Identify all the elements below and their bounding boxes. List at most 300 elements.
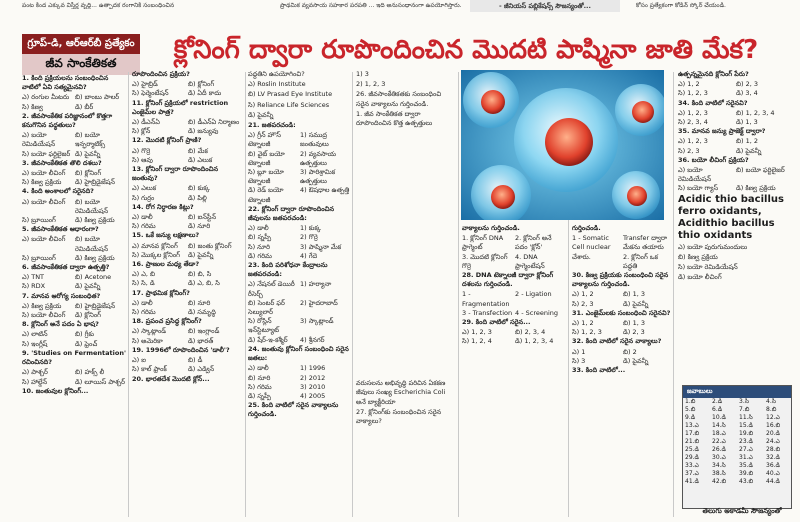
answer-option: ఎ) నేషనల్ డెయిరీ రీసెర్చ్ [248, 280, 295, 298]
question-text: 32. కింది వాటిలో సరైన వాక్యాలు? [572, 337, 662, 346]
answer-option: సి) 1, 2, 3 [678, 89, 708, 98]
answer-option: బి) నూరి [248, 373, 271, 382]
answer-option: బి) హైబ్రిడైజేషన్ [75, 301, 116, 310]
answer-option: బి) నూరి [188, 298, 211, 307]
answer-option: ఎ) డాలీ [248, 364, 269, 373]
answer-option: బి) మేక [188, 146, 208, 155]
question-text: 17. ప్రాథమిక క్లోనింగ్? [132, 288, 190, 297]
answer-option: డి) పైవన్నీ [75, 282, 101, 291]
answer-option: డి) ఎ, బి, సి [188, 279, 220, 288]
answer-cell: 33.ఎ [685, 462, 699, 469]
answer-option: ఎ) మానవ క్లోనింగ్ [132, 241, 178, 250]
answer-cell: 38.సి [712, 470, 726, 477]
answer-cell: 11.సి [739, 414, 753, 421]
answer-option: సి) బయో గ్యాస్ [678, 184, 719, 193]
answer-option: ఎ) పాశ్చర్ [22, 368, 48, 377]
answer-option: డి) జన్యువు [188, 127, 219, 136]
answer-cell: 23.డి [739, 438, 753, 445]
answer-option: బి) 2, 3, 4 [515, 328, 546, 337]
answer-option: 1 - Somatic Cell nuclear [572, 234, 611, 252]
answer-option: బి) 1, 2 [736, 137, 759, 146]
answer-option: డి) సమృద్ధి [188, 308, 216, 317]
answer-option: ఎ) డాలీ [132, 298, 153, 307]
answer-option: డి) నూరి [188, 222, 211, 231]
answer-options [572, 290, 672, 308]
answer-option: ఎ) కిణ్వ ప్రక్రియ [22, 301, 62, 310]
answer-option: ఎ) గ్రీన్ హౌస్ టెక్నాలజీ [248, 131, 281, 149]
answer-option: డి) 3, 4 [736, 89, 758, 98]
answer-key-table [683, 398, 791, 486]
column-4 [356, 70, 456, 514]
answer-option: సి) ఫెర్మెంటేషన్ [132, 89, 169, 98]
column-divider [128, 72, 129, 517]
answer-option: డి) బయో లీచింగ్ [678, 273, 722, 282]
answer-options [22, 330, 126, 348]
answer-cell: 3.సి [739, 398, 749, 405]
answer-cell: 20.డి [766, 430, 780, 437]
answer-option: బి) బాంబు పాలర్ [75, 93, 120, 102]
answer-cell: 8.బి [766, 406, 777, 413]
answer-option: సి) గుర్రం [132, 193, 155, 202]
answer-option: 2) 2012 [300, 373, 326, 382]
answer-option: సి) 3 [572, 356, 586, 365]
answer-option: చేశారు. [572, 252, 591, 261]
answer-cell: 19.బి [739, 430, 754, 437]
answer-cell: 21.బి [685, 438, 700, 445]
answer-option: సి) గరిమ [132, 222, 156, 231]
question-text: వాక్యాలను గుర్తించండి. [462, 224, 520, 232]
answer-options [132, 327, 242, 345]
answer-option: డి) 1, 3 [736, 118, 758, 127]
section-tag-line2: జీవ సాంకేతికత [22, 54, 140, 75]
answer-option: బి) సెంటర్ ఫర్ సెల్యులార్ [248, 298, 285, 317]
bacteria-question: Acidic thio bacillus ferro oxidants, Acidithio bacillus thio oxidants [678, 193, 784, 241]
answer-option: సి) నూరి [248, 242, 270, 251]
answer-option: డి) లూయిస్ పాశ్చర్ [75, 377, 125, 386]
answer-options [678, 137, 792, 155]
column-2 [132, 70, 242, 514]
answer-option: 4) శ్రీనగర్ [300, 335, 325, 344]
answer-option: డి) హైబ్రిడైజేషన్ [75, 178, 115, 187]
answer-option: సి) కాల్ ఫ్రాంక్ [132, 365, 167, 374]
question-text: 5. జీవసాంకేతికత ఆధారంగా? [22, 225, 99, 234]
answer-option: డి) కిణ్వ ప్రక్రియ [75, 253, 115, 262]
answer-options [22, 131, 126, 159]
section-tag [22, 34, 140, 75]
answer-cell: 36.డి [766, 462, 780, 469]
question-text: 36. బయో లీచింగ్ ప్రక్రియ? [678, 155, 749, 164]
answer-options [462, 234, 566, 271]
text-line: 1. జీవ సాంకేతికత ద్వారా రూపొందించిన కొత్త ఉత్పత్తులు [356, 109, 433, 128]
answer-option: 2) హైదరాబాద్ [300, 298, 338, 307]
question-text: 6. జీవసాంకేతికత ద్వారా ఉత్పత్తి? [22, 263, 110, 272]
answer-option: బి) జంతు క్లోనింగ్ [188, 241, 232, 250]
answer-cell: 37.ఎ [685, 470, 699, 477]
answer-option: డి) 1, 2, 3, 4 [515, 337, 554, 346]
answer-option: ఎ) 1, 2 [678, 80, 700, 89]
answer-key-title: జవాబులు [683, 386, 791, 398]
answer-option: ఎ) 1, 2, 3 [678, 108, 708, 117]
answer-option: 1) సముద్ర జంతువులు [300, 131, 329, 149]
answer-options [22, 198, 126, 226]
column-5 [462, 224, 566, 514]
answer-option: డి) షేర్-ఇ-కశ్మీర్ [248, 335, 288, 344]
answer-option: సి) గరిమ [132, 308, 156, 317]
answer-option: డి) పైవన్నీ [623, 299, 649, 308]
answer-options [132, 184, 242, 202]
credit-line: తెలుగు అకాడమీ సౌజన్యంతో [702, 507, 782, 515]
answer-option: బి) 1, 3 [623, 319, 646, 328]
question-text: 11. క్లోనింగ్ ప్రక్రియలో restriction ఎంజైమ్‌ల పాత్ర? [132, 98, 229, 116]
answer-option: ఎ) డాలీ [248, 224, 269, 233]
answer-row [683, 438, 791, 446]
answer-cell: 29.డి [685, 454, 699, 461]
question-text: 2. జీవసాంకేతిక పరిజ్ఞానంలో కొత్తగా కనుగొనిన పద్ధతులు? [22, 111, 113, 130]
answer-row [683, 422, 791, 430]
answer-option: సి) 1, 2, 4 [462, 337, 492, 346]
answer-option: సి) RDX [22, 282, 46, 291]
answer-options [22, 235, 126, 263]
answer-option: 4) ఔషధాల ఉత్పత్తి [300, 186, 350, 195]
question-text: 23. కింది పరిశోధనా కేంద్రాలను జతపరచండి: [248, 261, 328, 279]
answer-option: ఎ) బయో లీచింగ్ [22, 235, 66, 244]
answer-option: 4. DNA ఫ్రాగ్మెంటేషన్ [515, 252, 545, 270]
text-line: బి) LV Prasad Eye Institute [248, 90, 333, 99]
answer-option: బి) బయో రెమిడియేషన్ [75, 235, 109, 253]
answer-options [678, 80, 792, 98]
answer-option: బి) హక్స్ లీ [75, 368, 105, 377]
answer-options [462, 290, 566, 318]
answer-row [683, 462, 791, 470]
answer-option: బి) గ్రీకు [75, 330, 95, 339]
answer-options [248, 280, 350, 344]
answer-options [132, 213, 242, 231]
question-text: 15. ఒకే జన్యు లక్షణాలు? [132, 231, 200, 240]
answer-option: ఎ) హైబ్రిడ్ [132, 80, 158, 89]
answer-option: బి) క్లోనింగ్ [75, 169, 102, 178]
answer-cell: 32.డి [766, 454, 780, 461]
answer-option: ఎ) 1, 2, 3 [678, 137, 708, 146]
answer-option: సి) బ్రూయింగ్ [22, 216, 56, 225]
section-tag-line1: గ్రూప్-డి, ఆర్ఆర్‌బీ ప్రత్యేకం [22, 34, 140, 54]
answer-option: బి) బయో ఫర్టిలైజర్ [736, 166, 785, 175]
text-line: 26. జీవసాంకేతికతకు సంబంధించి సరైన వాక్యాలను గుర్తించండి. [356, 90, 442, 108]
answer-cell: 27.ఎ [739, 446, 753, 453]
answer-option: సి) రోస్లిన్ ఇన్‌స్టిట్యూట్ [248, 317, 279, 335]
answer-option: బి) డీఎన్ఏ నిర్మాణం [188, 118, 240, 127]
answer-option: డి) పైవన్నీ [188, 250, 214, 259]
answer-option: సి) సి, డి [132, 279, 155, 288]
question-text: 9. 'Studies on Fermentation' రచించినది? [22, 348, 126, 367]
top-strip-right: కోసం ప్రత్యేకంగా కోడిన్ స్కోర్ చేయండి. [636, 2, 726, 9]
question-text: 35. మానవ జన్యు ప్రాజెక్ట్ ద్వారా? [678, 127, 766, 136]
top-strip-left: పంట కింద ఎక్కువ విస్తీర్ణ వృద్ధి... ఉత్పాదక రంగానికి సంబంధించిన [22, 2, 175, 9]
answer-options [22, 169, 126, 187]
question-text: 1. కింది ప్రక్రియలను సంబంధించిన వాటిలో ఏవి సత్యమైనవి? [22, 74, 109, 92]
answer-cell: 43.బి [739, 478, 754, 485]
answer-cell: 18.ఎ [712, 430, 726, 437]
answer-option: ఎ) 1, 2 [572, 319, 594, 328]
answer-options [132, 356, 242, 374]
answer-option: సి) ఆవు [132, 155, 153, 164]
answer-row [683, 406, 791, 414]
answer-cell: 30.ఎ [712, 454, 726, 461]
question-text: గుర్తించండి. [572, 224, 601, 232]
question-text: 21. జతపరచండి: [248, 121, 296, 130]
answer-options [572, 348, 672, 366]
question-text: 34. కింది వాటిలో సరైనవి? [678, 98, 748, 107]
answer-options [462, 328, 566, 346]
answer-options [22, 368, 126, 386]
column-3 [248, 70, 350, 514]
answer-option: 2) వ్యవసాయ ఉత్పత్తులు [300, 149, 336, 167]
cloned-cells-photo [461, 70, 664, 220]
headline: క్లోనింగ్ ద్వారా రూపొందించిన మొదటి పాష్మినా జాతి మేక? [173, 35, 759, 65]
answer-cell: 16.బి [766, 422, 781, 429]
answer-option: బి) బయో రెమిడియేషన్ [75, 197, 109, 215]
answer-option: డి) పైవన్నీ [75, 149, 101, 158]
question-text: 13. క్లోనింగ్ ద్వారా రూపొందించిన జంతువు? [132, 165, 219, 183]
answer-option: సి) బయో రెమిడియేషన్ [678, 263, 738, 272]
answer-option: ఎ) స్కాట్లాండ్ [132, 327, 167, 336]
answer-option: డి) పైవన్నీ [623, 356, 649, 365]
answer-row [683, 414, 791, 422]
question-text: 22. క్లోనింగ్ ద్వారా రూపొందించిన జీవులను జతపరచండి: [248, 204, 335, 223]
answer-option: సి) 2, 3 [572, 299, 594, 308]
answer-cell: 17.బి [685, 430, 700, 437]
answer-option: బి) క్లోనింగ్ [188, 80, 215, 89]
answer-option: సి) మొక్కల క్లోనింగ్ [132, 250, 180, 259]
answer-option: 3) పారిశ్రామిక ఉత్పత్తులు [300, 168, 336, 186]
text-line: 2) 1, 2, 3 [356, 80, 386, 89]
answer-option: 1. క్లోనింగ్ DNA ఫ్రాగ్మెంట్ [462, 234, 504, 252]
answer-cell: 5.బి [685, 406, 696, 413]
answer-option: డి) ఫ్రెంచ్ [75, 339, 98, 348]
answer-option: 1 - Fragmentation [462, 290, 510, 308]
answer-option: డి) క్లోనింగ్ [75, 311, 101, 320]
column-1 [22, 74, 126, 514]
answer-row [683, 446, 791, 454]
answer-options [132, 270, 242, 288]
answer-option: సి) గరిమ [248, 382, 272, 391]
text-line: సి) Reliance Life Sciences [248, 100, 330, 109]
answer-options [132, 80, 242, 98]
answer-option: ఎ) లాటిన్ [22, 330, 48, 339]
answer-option: సి) బయో లీచింగ్ [22, 311, 66, 320]
answer-option: డి) భారత్ [188, 336, 214, 345]
text-line: ఎ) Roslin Institute [248, 80, 306, 89]
answer-option: సి) ఇంగ్లీష్ [22, 339, 48, 348]
text-line: 1) 3 [356, 70, 369, 78]
answer-cell: 41.డి [685, 478, 699, 485]
answer-option: 1) 1996 [300, 364, 326, 373]
answer-option: 3) పాష్మినా మేక [300, 242, 342, 251]
answer-option: 2 - Ligation [515, 290, 552, 299]
answer-option: డి) ఏదీ కాదు [188, 89, 222, 98]
answer-cell: 24.ఎ [766, 438, 780, 445]
top-strip [0, 0, 800, 14]
answer-option: సి) 2, 3, 4 [678, 118, 708, 127]
top-strip-mid: ప్రాథమిక వ్యవసాయ సహకార పరపతి ... ఇది అనుసంధానంగా ఉపయోగిస్తారు. [280, 2, 462, 9]
answer-option: డి) గరిమ [248, 251, 272, 260]
question-text: 29. కింది వాటిలో సరైన... [462, 318, 531, 327]
question-text: 31. ఎంజైమ్‌లకు సంబంధించి సరైనవి? [572, 308, 671, 317]
answer-cell: 10.డి [712, 414, 726, 421]
answer-option: సి) బ్లూ బయో టెక్నాలజీ [248, 168, 284, 186]
answer-option: బి) ఐన్‌స్టీన్ [188, 213, 217, 222]
answer-cell: 14.సి [712, 422, 726, 429]
question-text: 33. కింది వాటిలో... [572, 366, 626, 375]
answer-option: సి) క్లోన్ [132, 127, 151, 136]
question-text: 14. రోగ నిర్ధారణ కిట్లు? [132, 202, 194, 211]
answer-cell: 22.ఎ [712, 438, 726, 445]
answer-options [678, 166, 792, 194]
answer-option: బి) 1, 3 [623, 290, 646, 299]
answer-option: డి) కిణ్వ ప్రక్రియ [75, 216, 115, 225]
answer-option: సి) హాల్డేన్ [22, 377, 48, 386]
answer-option: ఎ) గొర్రె [132, 146, 151, 155]
answer-option: బి) కిణ్వ ప్రక్రియ [678, 252, 718, 261]
answer-cell: 42.బి [712, 478, 727, 485]
answer-option: 3) 2010 [300, 382, 326, 391]
question-text: 30. కిణ్వ ప్రక్రియకు సంబంధించి సరైన వాక్యాలను గుర్తించండి. [572, 271, 669, 289]
answer-option: ఎ) బయో రెమిడియేషన్ [22, 131, 56, 149]
answer-row [683, 454, 791, 462]
answer-options [572, 234, 672, 271]
answer-options [132, 242, 242, 260]
answer-cell: 12.ఎ [766, 414, 780, 421]
answer-option: 3 - Transfection [462, 308, 513, 317]
answer-option: సి) బయో ఫర్టిలైజర్ [22, 149, 71, 158]
answer-option: డి) పైవన్నీ [736, 146, 762, 155]
question-text: ఉత్పన్నమైనది క్లోనింగ్ పేరు? [678, 70, 749, 78]
question-text: 16. ప్రాణుల మధ్య తేడా? [132, 260, 200, 269]
answer-option: ఎ) రంగుల మీటరు [22, 93, 70, 102]
answer-option: డి) బీర్ [75, 102, 94, 111]
answer-option: 2. క్లోనింగ్ ఒక పద్ధతి [623, 252, 658, 270]
answer-option: డి) కిణ్వ ప్రక్రియ [736, 184, 776, 193]
answer-option: ఎ) బయో పురుగుమందులు [678, 242, 748, 251]
answer-option: బి) స్నప్పీ [248, 233, 272, 242]
column-divider [673, 72, 674, 517]
column-divider [352, 72, 353, 517]
answer-option: బి) బయో ఇన్ఫర్మాటిక్స్ [75, 131, 106, 149]
column-7 [678, 70, 792, 382]
answer-option: ఎ) బయో రెమిడియేషన్ [678, 166, 712, 184]
answer-key [682, 385, 792, 509]
answer-option: Transfer ద్వారా మేకను తయారు [623, 234, 668, 252]
answer-cell: 2.డి [712, 398, 723, 405]
answer-options [248, 224, 350, 261]
answer-options [572, 319, 672, 337]
answer-cell: 6.డి [712, 406, 723, 413]
answer-option: 3. మొదటి క్లోనింగ్ గొర్రె [462, 252, 508, 270]
answer-option: సి) కిణ్వ [22, 102, 43, 111]
answer-option: బి) Acetone [75, 273, 112, 282]
column-divider [458, 72, 459, 517]
answer-cell: 28.బి [766, 446, 781, 453]
answer-cell: 25.డి [685, 446, 699, 453]
answer-row [683, 478, 791, 486]
answer-option: బి) 2, 3 [736, 80, 759, 89]
answer-option: 2) గొర్రె [300, 233, 318, 242]
answer-option: బి) 2 [623, 347, 637, 356]
answer-cell: 35.డి [739, 462, 753, 469]
column-6 [572, 224, 672, 514]
answer-cell: 26.డి [712, 446, 726, 453]
answer-option: 1) హర్యానా [300, 280, 332, 289]
answer-option: 4) 2005 [300, 391, 326, 400]
answer-options [132, 118, 242, 136]
question-text: 12. మొదటి క్లోనింగ్ ప్రాణి? [132, 136, 202, 145]
answer-option: 2. క్లోనింగ్ అనే పదం 'క్లోన్' [515, 234, 552, 252]
answer-option: ఎ) డాలీ [132, 213, 153, 222]
question-text: 28. DNA టెక్నాలజీ ద్వారా క్లోనింగ్ దశలను గుర్తించండి. [462, 271, 554, 289]
answer-option: 4 - Screening [515, 308, 559, 317]
text-line: వరుసలను అభివృద్ధి పరిచిన ఏకకణ జీవులు సంఖ్య Escherichia Coli అనే బ్యాక్టీరియా [356, 379, 446, 406]
question-text: 24. జంతువు క్లోనింగ్ సంబంధించి సరైన జతలు: [248, 344, 349, 363]
answer-options [678, 109, 792, 127]
answer-option: బి) కుక్క [188, 184, 210, 193]
answer-option: ఎ) ఎ, బి [132, 270, 155, 279]
answer-options [22, 302, 126, 320]
answer-option: డి) పిల్లి [188, 193, 207, 202]
answer-option: బి) వైట్ బయో టెక్నాలజీ [248, 149, 285, 167]
question-text: 18. ప్రపంచ ప్రసిద్ధ క్లోనింగ్? [132, 317, 202, 326]
answer-option: 4) గేదె [300, 251, 318, 260]
answer-row [683, 470, 791, 478]
question-text: రూపొందించిన ప్రక్రియ? [132, 70, 190, 78]
answer-option: బి) 1, 2, 3, 4 [736, 108, 775, 117]
question-text: 10. జంతువుల క్లోనింగ్... [22, 386, 89, 395]
question-25: 25. కింది వాటిలో సరైన వాక్యాలను గుర్తించండి. [248, 401, 339, 419]
answer-options [248, 131, 350, 205]
answer-option: డి) ఎలుక [188, 155, 213, 164]
answer-cell: 15.డి [739, 422, 753, 429]
question-text: 20. భారతదేశ మొదటి క్లోన్... [132, 374, 210, 383]
text-line: పద్ధతిని ఉపయోగించి? [248, 70, 305, 78]
answer-option: ఎ) బయో లీచింగ్ [22, 197, 66, 206]
answer-option: 1) కుక్క [300, 224, 321, 233]
answer-option: ఎ) ఎలుక [132, 184, 157, 193]
answer-options [22, 93, 126, 111]
answer-option: ఎ) TNT [22, 273, 45, 282]
question-text: 7. మానవ ఆరోగ్య సంబంధిత? [22, 291, 101, 300]
answer-option: సి) 2, 3 [678, 146, 700, 155]
answer-option: ఎ) 1 [572, 347, 586, 356]
answer-option: సి) అమెరికా [132, 336, 163, 345]
answer-row [683, 398, 791, 406]
publisher-banner: - జీనియస్ పబ్లికేషన్స్ సౌజన్యంతో... [470, 0, 620, 12]
answer-option: బి) బి, సి [188, 270, 212, 279]
answer-options [132, 299, 242, 317]
text-line: 27. క్లోనింగ్‌కు సంబంధించిన సరైన వాక్యాలు? [356, 407, 442, 426]
answer-option: బి) ఇంగ్లాండ్ [188, 327, 220, 336]
answer-option: ఎ) డీఎన్ఏ [132, 118, 160, 127]
answer-option: సి) కిణ్వ ప్రక్రియ [22, 178, 62, 187]
answer-option: ఎ) 1, 2 [572, 290, 594, 299]
answer-cell: 13.ఎ [685, 422, 699, 429]
answer-option: ఎ) 1, 2, 3 [462, 328, 492, 337]
answer-option: డి) స్నప్పీ [248, 391, 271, 400]
answer-cell: 44.డి [766, 478, 780, 485]
answer-options [132, 147, 242, 165]
answer-option: ఎ) ఐ [132, 356, 146, 365]
answer-option: డి) 2, 3 [623, 328, 645, 337]
answer-options [248, 364, 350, 401]
answer-option: సి) బ్రూయింగ్ [22, 253, 56, 262]
question-text: 19. 1996లో రూపొందించిన 'డాలీ'? [132, 345, 230, 354]
